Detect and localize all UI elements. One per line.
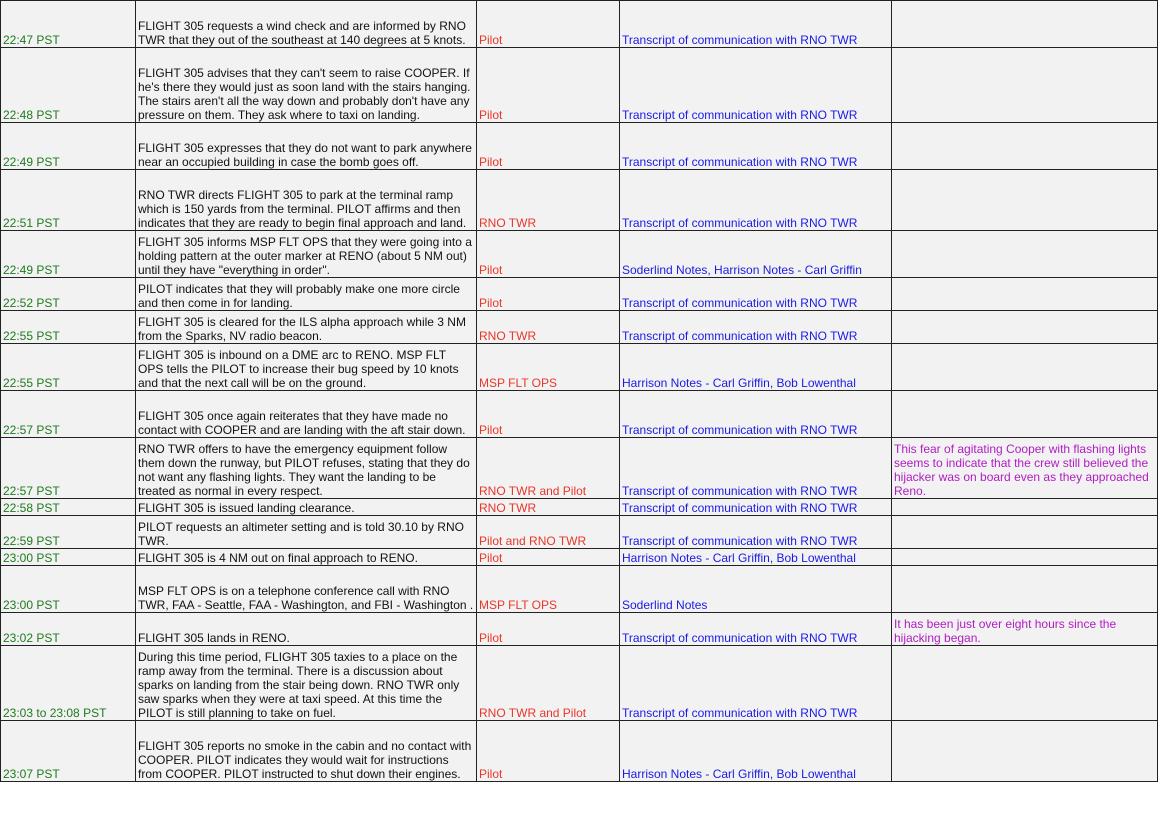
source-cell-text: MSP FLT OPS	[479, 598, 558, 612]
event-cell-text: FLIGHT 305 is cleared for the ILS alpha approach while 3 NM from the Sparks, NV radio beacon.	[138, 315, 466, 343]
reference-cell[interactable]	[620, 391, 892, 438]
note-cell[interactable]	[892, 1, 1158, 48]
event-cell-text: FLIGHT 305 once again reiterates that they have made no contact with COOPER and are landing with the aft stair down.	[138, 409, 466, 437]
event-cell-text: FLIGHT 305 advises that they can't seem to raise COOPER. If he's there they would just as soon land with the stairs hanging. The stairs aren't all the way down and probably don't have any pressure on them. They ask where to taxi on landing.	[138, 66, 471, 122]
source-cell-text: Pilot and RNO TWR	[479, 534, 587, 548]
table-row	[1, 1, 1158, 48]
event-cell-text: RNO TWR offers to have the emergency equipment follow them down the runway, but PILOT refuses, stating that they do not want any flashing lights. They want the landing to be treated as normal in every respect.	[138, 442, 470, 498]
note-cell[interactable]	[892, 123, 1158, 170]
time-cell[interactable]	[1, 646, 136, 721]
table-row	[1, 311, 1158, 344]
note-cell[interactable]	[892, 646, 1158, 721]
time-cell-text: 23:07 PST	[3, 767, 60, 781]
event-cell[interactable]	[136, 613, 477, 646]
event-cell[interactable]	[136, 1, 477, 48]
time-cell-text: 22:55 PST	[3, 376, 60, 390]
source-cell[interactable]	[477, 231, 620, 278]
time-cell-text: 22:57 PST	[3, 423, 60, 437]
time-cell[interactable]	[1, 549, 136, 566]
time-cell-text: 22:47 PST	[3, 33, 60, 47]
note-cell-text: It has been just over eight hours since the hijacking began.	[894, 617, 1117, 645]
time-cell[interactable]	[1, 721, 136, 782]
event-cell[interactable]	[136, 48, 477, 123]
event-cell[interactable]	[136, 499, 477, 516]
time-cell-text: 22:49 PST	[3, 263, 60, 277]
event-cell[interactable]	[136, 311, 477, 344]
reference-cell[interactable]	[620, 344, 892, 391]
source-cell[interactable]	[477, 278, 620, 311]
event-cell[interactable]	[136, 646, 477, 721]
reference-cell-text: Transcript of communication with RNO TWR	[622, 423, 858, 437]
source-cell-text: Pilot	[479, 108, 503, 122]
reference-cell[interactable]	[620, 721, 892, 782]
note-cell[interactable]	[892, 311, 1158, 344]
note-cell[interactable]	[892, 278, 1158, 311]
event-cell-text: FLIGHT 305 informs MSP FLT OPS that they were going into a holding pattern at the outer marker at RENO (about 5 NM out) until they have "everything in order".	[138, 235, 472, 277]
reference-cell-text: Transcript of communication with RNO TWR	[622, 296, 858, 310]
time-cell-text: 22:48 PST	[3, 108, 60, 122]
table-row	[1, 549, 1158, 566]
source-cell-text: Pilot	[479, 551, 503, 565]
source-cell[interactable]	[477, 391, 620, 438]
reference-cell[interactable]	[620, 516, 892, 549]
table-row	[1, 231, 1158, 278]
note-cell[interactable]	[892, 438, 1158, 499]
time-cell[interactable]	[1, 1, 136, 48]
source-cell-text: RNO TWR	[479, 501, 537, 515]
event-cell-text: PILOT indicates that they will probably make one more circle and then come in for landing.	[138, 282, 460, 310]
note-cell[interactable]	[892, 231, 1158, 278]
event-cell[interactable]	[136, 278, 477, 311]
table-row	[1, 123, 1158, 170]
source-cell-text: RNO TWR and Pilot	[479, 706, 587, 720]
note-cell-text: This fear of agitating Cooper with flashing lights seems to indicate that the crew still believed the hijacker was on board even as they approached Reno.	[894, 442, 1149, 498]
time-cell-text: 22:57 PST	[3, 484, 60, 498]
note-cell[interactable]	[892, 549, 1158, 566]
table-row	[1, 613, 1158, 646]
source-cell-text: Pilot	[479, 631, 503, 645]
table-row	[1, 170, 1158, 231]
source-cell[interactable]	[477, 549, 620, 566]
reference-cell-text: Transcript of communication with RNO TWR	[622, 329, 858, 343]
time-cell-text: 23:02 PST	[3, 631, 60, 645]
reference-cell-text: Transcript of communication with RNO TWR	[622, 33, 858, 47]
time-cell[interactable]	[1, 48, 136, 123]
event-cell[interactable]	[136, 721, 477, 782]
reference-cell-text: Harrison Notes - Carl Griffin, Bob Lowenthal	[622, 376, 856, 390]
source-cell[interactable]	[477, 311, 620, 344]
source-cell-text: Pilot	[479, 296, 503, 310]
event-cell[interactable]	[136, 123, 477, 170]
time-cell-text: 22:55 PST	[3, 329, 60, 343]
source-cell-text: Pilot	[479, 767, 503, 781]
reference-cell-text: Soderlind Notes	[622, 598, 708, 612]
event-cell-text: FLIGHT 305 expresses that they do not want to park anywhere near an occupied building in case the bomb goes off.	[138, 141, 472, 169]
event-cell-text: RNO TWR directs FLIGHT 305 to park at the terminal ramp which is 150 yards from the terminal. PILOT affirms and then indicates that they are ready to begin final approach and land.	[138, 188, 467, 230]
time-cell-text: 22:59 PST	[3, 534, 60, 548]
source-cell-text: Pilot	[479, 423, 503, 437]
reference-cell-text: Transcript of communication with RNO TWR	[622, 108, 858, 122]
reference-cell-text: Transcript of communication with RNO TWR	[622, 484, 858, 498]
time-cell[interactable]	[1, 613, 136, 646]
source-cell[interactable]	[477, 123, 620, 170]
source-cell[interactable]	[477, 499, 620, 516]
table-row	[1, 438, 1158, 499]
time-cell-text: 22:49 PST	[3, 155, 60, 169]
table-row	[1, 278, 1158, 311]
event-cell[interactable]	[136, 231, 477, 278]
time-cell[interactable]	[1, 499, 136, 516]
reference-cell[interactable]	[620, 231, 892, 278]
time-cell[interactable]	[1, 391, 136, 438]
table-row	[1, 391, 1158, 438]
reference-cell-text: Transcript of communication with RNO TWR	[622, 501, 858, 515]
time-cell-text: 22:51 PST	[3, 216, 60, 230]
reference-cell-text: Soderlind Notes, Harrison Notes - Carl Griffin	[622, 263, 862, 277]
source-cell[interactable]	[477, 721, 620, 782]
event-cell-text: MSP FLT OPS is on a telephone conference call with RNO TWR, FAA - Seattle, FAA - Washington, and FBI - Washington .	[138, 584, 474, 612]
reference-cell[interactable]	[620, 566, 892, 613]
table-row	[1, 516, 1158, 549]
note-cell[interactable]	[892, 566, 1158, 613]
source-cell-text: RNO TWR and Pilot	[479, 484, 587, 498]
source-cell-text: RNO TWR	[479, 216, 537, 230]
reference-cell-text: Transcript of communication with RNO TWR	[622, 216, 858, 230]
reference-cell[interactable]	[620, 1, 892, 48]
note-cell[interactable]	[892, 516, 1158, 549]
event-cell[interactable]	[136, 549, 477, 566]
reference-cell[interactable]	[620, 438, 892, 499]
reference-cell-text: Harrison Notes - Carl Griffin, Bob Lowenthal	[622, 767, 856, 781]
reference-cell[interactable]	[620, 123, 892, 170]
event-cell-text: FLIGHT 305 requests a wind check and are informed by RNO TWR that they out of the southeast at 140 degrees at 5 knots.	[138, 19, 466, 47]
time-cell-text: 23:00 PST	[3, 598, 60, 612]
table-row	[1, 646, 1158, 721]
note-cell[interactable]	[892, 613, 1158, 646]
event-cell-text: FLIGHT 305 lands in RENO.	[138, 631, 290, 645]
time-cell[interactable]	[1, 123, 136, 170]
reference-cell[interactable]	[620, 170, 892, 231]
reference-cell[interactable]	[620, 499, 892, 516]
source-cell[interactable]	[477, 344, 620, 391]
table-row	[1, 344, 1158, 391]
reference-cell-text: Transcript of communication with RNO TWR	[622, 155, 858, 169]
time-cell-text: 22:58 PST	[3, 501, 60, 515]
reference-cell[interactable]	[620, 646, 892, 721]
time-cell-text: 23:00 PST	[3, 551, 60, 565]
reference-cell-text: Transcript of communication with RNO TWR	[622, 706, 858, 720]
time-cell-text: 22:52 PST	[3, 296, 60, 310]
event-cell-text: FLIGHT 305 is 4 NM out on final approach to RENO.	[138, 551, 418, 565]
time-cell[interactable]	[1, 438, 136, 499]
event-cell[interactable]	[136, 516, 477, 549]
event-cell[interactable]	[136, 344, 477, 391]
source-cell[interactable]	[477, 516, 620, 549]
event-cell[interactable]	[136, 391, 477, 438]
event-cell[interactable]	[136, 438, 477, 499]
source-cell-text: RNO TWR	[479, 329, 537, 343]
time-cell[interactable]	[1, 344, 136, 391]
reference-cell[interactable]	[620, 278, 892, 311]
reference-cell-text: Harrison Notes - Carl Griffin, Bob Lowenthal	[622, 551, 856, 565]
reference-cell[interactable]	[620, 311, 892, 344]
time-cell[interactable]	[1, 566, 136, 613]
reference-cell[interactable]	[620, 48, 892, 123]
source-cell[interactable]	[477, 646, 620, 721]
event-cell[interactable]	[136, 170, 477, 231]
time-cell[interactable]	[1, 231, 136, 278]
source-cell-text: MSP FLT OPS	[479, 376, 558, 390]
timeline-table-body	[1, 1, 1158, 782]
note-cell[interactable]	[892, 344, 1158, 391]
source-cell[interactable]	[477, 566, 620, 613]
time-cell[interactable]	[1, 170, 136, 231]
event-cell-text: FLIGHT 305 is issued landing clearance.	[138, 501, 355, 515]
event-cell-text: FLIGHT 305 reports no smoke in the cabin and no contact with COOPER. PILOT indicates they would wait for instructions from COOPER. PILOT instructed to shut down their engines.	[138, 739, 472, 781]
event-cell-text: FLIGHT 305 is inbound on a DME arc to RENO. MSP FLT OPS tells the PILOT to increase their bug speed by 10 knots and that the next call will be on the ground.	[138, 348, 459, 390]
source-cell[interactable]	[477, 438, 620, 499]
reference-cell-text: Transcript of communication with RNO TWR	[622, 631, 858, 645]
source-cell-text: Pilot	[479, 263, 503, 277]
table-row	[1, 499, 1158, 516]
time-cell[interactable]	[1, 311, 136, 344]
table-row	[1, 48, 1158, 123]
source-cell-text: Pilot	[479, 155, 503, 169]
source-cell[interactable]	[477, 170, 620, 231]
reference-cell[interactable]	[620, 613, 892, 646]
table-row	[1, 721, 1158, 782]
time-cell[interactable]	[1, 516, 136, 549]
reference-cell[interactable]	[620, 549, 892, 566]
source-cell-text: Pilot	[479, 33, 503, 47]
note-cell[interactable]	[892, 721, 1158, 782]
event-cell-text: PILOT requests an altimeter setting and is told 30.10 by RNO TWR.	[138, 520, 464, 548]
table-row	[1, 566, 1158, 613]
note-cell[interactable]	[892, 170, 1158, 231]
source-cell[interactable]	[477, 1, 620, 48]
source-cell[interactable]	[477, 613, 620, 646]
event-cell[interactable]	[136, 566, 477, 613]
time-cell[interactable]	[1, 278, 136, 311]
time-cell-text: 23:03 to 23:08 PST	[3, 706, 107, 720]
reference-cell-text: Transcript of communication with RNO TWR	[622, 534, 858, 548]
note-cell[interactable]	[892, 499, 1158, 516]
source-cell[interactable]	[477, 48, 620, 123]
event-cell-text: During this time period, FLIGHT 305 taxies to a place on the ramp away from the terminal. There is a discussion about sparks on landing from the stair being down. RNO TWR only saw sparks when they were at taxi speed. At this time the PILOT is still planning to take on fuel.	[138, 650, 460, 720]
note-cell[interactable]	[892, 391, 1158, 438]
note-cell[interactable]	[892, 48, 1158, 123]
